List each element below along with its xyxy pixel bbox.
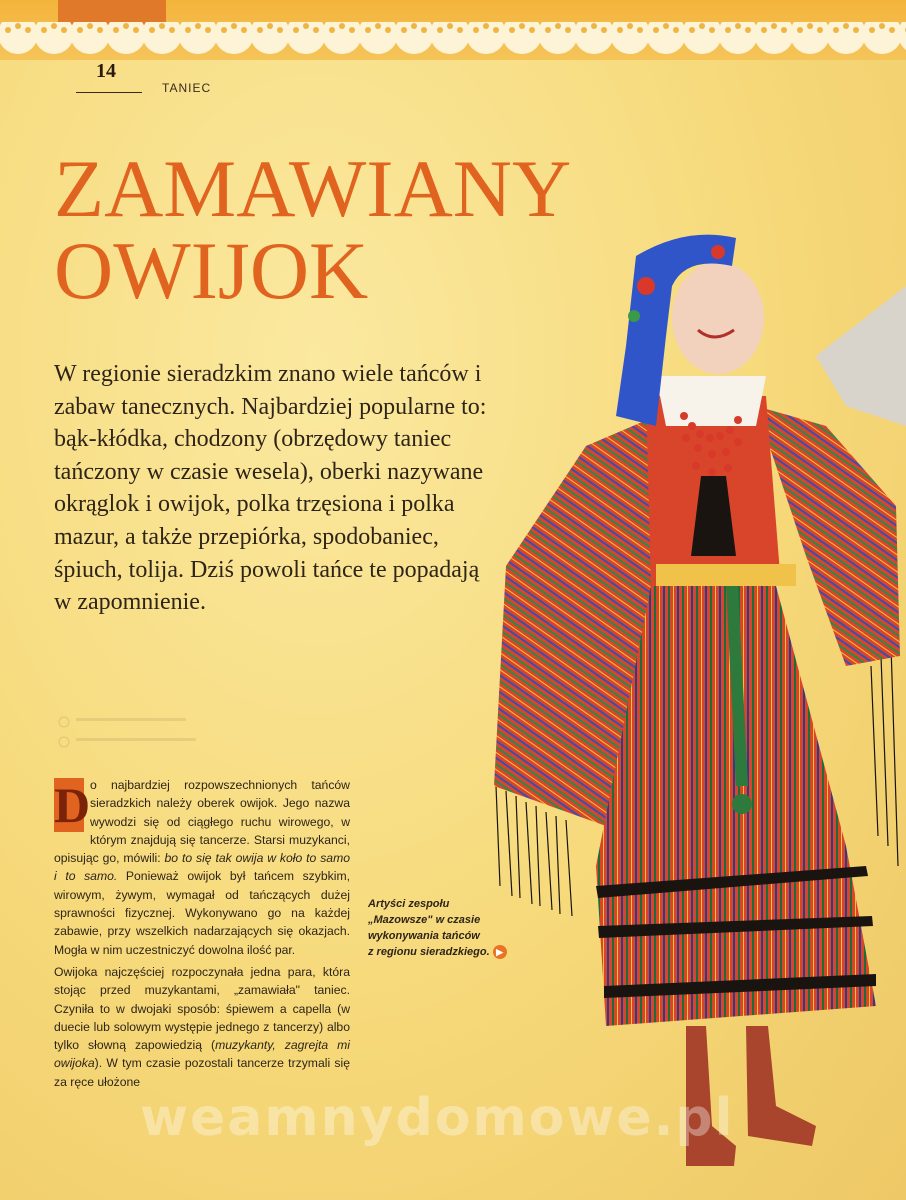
lace-hole [581, 27, 587, 33]
lace-hole [411, 23, 417, 29]
lace-collar [656, 376, 766, 426]
section-label: TANIEC [162, 81, 212, 95]
lace-hole [565, 27, 571, 33]
lace-hole [87, 23, 93, 29]
paragraph-1-start: o najbardziej rozpowszechnionych tańców sieradzkich należy oberek owijok. Jego nazwa wywodzi się od ciągłego ruchu wirowego, w którym znajdują się tancerze. Starsi muzykanci, opisując go, mówili: [54, 778, 350, 866]
article-body [54, 776, 350, 1095]
lace-hole [159, 23, 165, 29]
folk-dancer-photo [486, 226, 906, 1180]
watermark: weamnydomowe.pl [140, 1088, 735, 1148]
lace-hole [493, 27, 499, 33]
lace-hole [889, 27, 895, 33]
lace-hole [257, 27, 263, 33]
faint-background-mark [56, 712, 206, 752]
drop-cap: D [54, 777, 91, 833]
lace-scallops [0, 22, 906, 66]
body-paragraph-1 [54, 776, 350, 959]
body-paragraph-2 [54, 963, 350, 1091]
intro-paragraph: W regionie sieradzkim znano wiele tańców i zabaw tanecznych. Najbardziej popularne to: bąk-kłódka, chodzony (obrzędowy taniec tańczony w czasie wesela), oberki nazywane okrąglok i owijok, polka trzęsiona i polka mazur, a także przepiórka, spodobaniec, śpiuch, tolija. Dziś powoli tańce te popadają w zapomnienie. [54, 361, 487, 616]
lace-hole [663, 23, 669, 29]
lace-hole [169, 27, 175, 33]
lace-hole [241, 27, 247, 33]
lace-hole [41, 27, 47, 33]
paragraph-1-quote: bo to się tak owija w koło to samo i to samo. [54, 851, 350, 884]
lace-hole [781, 27, 787, 33]
lace-hole [457, 27, 463, 33]
lace-hole [771, 23, 777, 29]
header-rule [76, 92, 142, 93]
lace-hole [221, 27, 227, 33]
paragraph-2-quote: muzykanty, zagrejta mi owijoka [54, 1038, 350, 1071]
lace-hole [61, 27, 67, 33]
lace-hole [15, 23, 21, 29]
lace-hole [745, 27, 751, 33]
lace-hole [689, 27, 695, 33]
lace-hole [797, 27, 803, 33]
lace-border [0, 0, 906, 60]
dancer-face [672, 262, 764, 374]
caption-line-2: „Mazowsze" w czasie [368, 914, 481, 926]
lace-hole [313, 27, 319, 33]
lace-hole [735, 23, 741, 29]
page-number: 14 [96, 60, 116, 82]
lace-hole [545, 27, 551, 33]
lace-hole [51, 23, 57, 29]
lace-hole [843, 23, 849, 29]
lace-hole [385, 27, 391, 33]
lace-hole [329, 27, 335, 33]
belt [656, 564, 796, 586]
lace-hole [113, 27, 119, 33]
lace-hole [591, 23, 597, 29]
lace-hole [519, 23, 525, 29]
lace-hole [231, 23, 237, 29]
caption-line-3: wykonywania tańców [368, 930, 480, 942]
paragraph-2-end: ). W tym czasie pozostali tancerze trzymali się za ręce ułożone [54, 1056, 350, 1089]
lace-hole [833, 27, 839, 33]
lace-hole [25, 27, 31, 33]
lace-hole [761, 27, 767, 33]
lace-hole [617, 27, 623, 33]
lace-hole [699, 23, 705, 29]
lace-hole [97, 27, 103, 33]
lace-hole [277, 27, 283, 33]
lace-hole [293, 27, 299, 33]
lace-hole [195, 23, 201, 29]
lace-hole [509, 27, 515, 33]
right-boot [746, 1026, 816, 1146]
lace-hole [709, 27, 715, 33]
lace-hole [853, 27, 859, 33]
lace-hole [879, 23, 885, 29]
lace-hole [365, 27, 371, 33]
caption-arrow-icon: ▶ [493, 945, 507, 959]
lace-hole [375, 23, 381, 29]
lace-hole [653, 27, 659, 33]
lace-hole [77, 27, 83, 33]
lace-hole [807, 23, 813, 29]
caption-line-4-text: z regionu sieradzkiego. [368, 946, 490, 958]
partner-sleeve [816, 286, 906, 426]
lace-hole [437, 27, 443, 33]
title-line-1: ZAMAWIANY [54, 143, 572, 234]
lace-hole [133, 27, 139, 33]
paragraph-1-end: Ponieważ owijok był tańcem szybkim, wirowym, żywym, wymagał od tańczących dużej sprawności fizycznej. Wykonywano go na każdej zabawie, przy wszelkich nadarzających się okazjach. Mogła w nim uczestniczyć dowolna ilość par. [54, 869, 350, 957]
lace-hole [401, 27, 407, 33]
lace-hole [303, 23, 309, 29]
lace-hole [555, 23, 561, 29]
lace-hole [529, 27, 535, 33]
lace-hole [447, 23, 453, 29]
lace-hole [149, 27, 155, 33]
paragraph-2-start: Owijoka najczęściej rozpoczynała jedna para, która stojąc przed muzykantami, „zamawiała" taniec. Czyniła to w dwojaki sposób: śpiewem a capella (w duecie lub solowym występie jednego z tancerzy) albo tylko słowną zapowiedzią ( [54, 964, 350, 1053]
lace-hole [5, 27, 11, 33]
lace-hole [483, 23, 489, 29]
lace-hole [205, 27, 211, 33]
lace-hole [673, 27, 679, 33]
lace-hole [267, 23, 273, 29]
lace-hole [817, 27, 823, 33]
lace-hole [869, 27, 875, 33]
lace-hole [637, 27, 643, 33]
lace-hole [473, 27, 479, 33]
lace-hole [421, 27, 427, 33]
lace-hole [349, 27, 355, 33]
lace-hole [725, 27, 731, 33]
lace-hole [185, 27, 191, 33]
lace-hole [123, 23, 129, 29]
title-line-2: OWIJOK [54, 225, 369, 316]
lace-hole [627, 23, 633, 29]
lace-hole [339, 23, 345, 29]
caption-line-1: Artyści zespołu [368, 898, 450, 910]
lace-hole [601, 27, 607, 33]
